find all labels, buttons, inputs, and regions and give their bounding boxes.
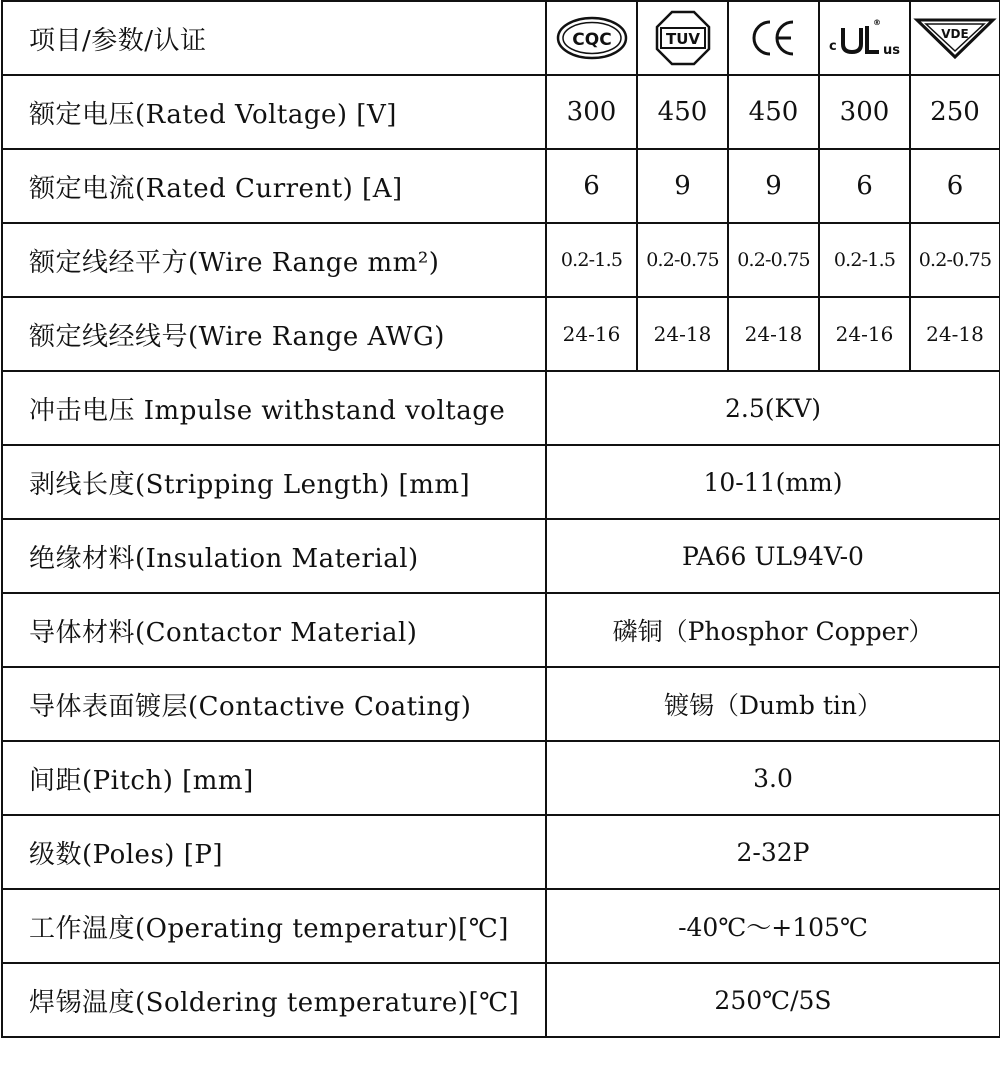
value-cell: 24-18 [910,297,1000,371]
row-label: 冲击电压 Impulse withstand voltage [2,371,546,445]
value-cell: 24-16 [819,297,910,371]
cert-cul-us [819,1,910,75]
value-cell: 6 [819,149,910,223]
value-cell: 3.0 [546,741,1000,815]
value-cell: 2-32P [546,815,1000,889]
cert-ce [728,1,819,75]
tuv-logo-icon [655,10,711,66]
value-cell: PA66 UL94V-0 [546,519,1000,593]
value-cell: 300 [819,75,910,149]
value-cell: 2.5(KV) [546,371,1000,445]
row-label: 级数(Poles) [P] [2,815,546,889]
row-contactor-material [2,593,1000,667]
cert-cqc [546,1,637,75]
row-poles [2,815,1000,889]
value-cell: 300 [546,75,637,149]
row-soldering-temperature [2,963,1000,1037]
value-cell: 24-18 [728,297,819,371]
header-label: 项目/参数/认证 [2,1,546,75]
row-insulation-material [2,519,1000,593]
row-operating-temperature [2,889,1000,963]
value-cell: 24-16 [546,297,637,371]
value-cell: 6 [546,149,637,223]
row-label: 额定电流(Rated Current) [A] [2,149,546,223]
cert-tuv [637,1,728,75]
svg-text:®: ® [872,18,881,27]
row-label: 导体材料(Contactor Material) [2,593,546,667]
row-label: 间距(Pitch) [mm] [2,741,546,815]
svg-text:TUV: TUV [665,30,700,48]
value-cell: -40℃～+105℃ [546,889,1000,963]
value-cell: 磷铜（Phosphor Copper） [546,593,1000,667]
value-cell: 9 [728,149,819,223]
cul-us-logo-icon [825,16,905,60]
cqc-logo-icon [556,16,628,60]
ce-logo-icon [749,16,799,60]
value-cell: 450 [728,75,819,149]
value-cell: 0.2-0.75 [637,223,728,297]
row-rated-voltage [2,75,1000,149]
row-label: 焊锡温度(Soldering temperature)[℃] [2,963,546,1037]
row-rated-current [2,149,1000,223]
row-impulse-voltage [2,371,1000,445]
value-cell: 450 [637,75,728,149]
vde-logo-icon [913,15,997,61]
row-label: 额定线经平方(Wire Range mm²) [2,223,546,297]
value-cell: 10-11(mm) [546,445,1000,519]
row-label: 剥线长度(Stripping Length) [mm] [2,445,546,519]
row-wire-range-mm2 [2,223,1000,297]
header-row [2,1,1000,75]
svg-text:us: us [882,43,900,58]
value-cell: 250℃/5S [546,963,1000,1037]
row-wire-range-awg [2,297,1000,371]
row-label: 导体表面镀层(Contactive Coating) [2,667,546,741]
row-label: 额定线经线号(Wire Range AWG) [2,297,546,371]
spec-table [1,0,1000,1038]
row-label: 绝缘材料(Insulation Material) [2,519,546,593]
svg-text:VDE: VDE [941,27,969,41]
value-cell: 250 [910,75,1000,149]
value-cell: 0.2-1.5 [819,223,910,297]
row-stripping-length [2,445,1000,519]
row-label: 额定电压(Rated Voltage) [V] [2,75,546,149]
value-cell: 6 [910,149,1000,223]
value-cell: 9 [637,149,728,223]
svg-text:CQC: CQC [571,30,612,50]
value-cell: 镀锡（Dumb tin） [546,667,1000,741]
value-cell: 0.2-0.75 [728,223,819,297]
cert-vde [910,1,1000,75]
svg-text:c: c [828,39,837,54]
value-cell: 0.2-1.5 [546,223,637,297]
value-cell: 24-18 [637,297,728,371]
value-cell: 0.2-0.75 [910,223,1000,297]
row-label: 工作温度(Operating temperatur)[℃] [2,889,546,963]
row-pitch [2,741,1000,815]
row-contactive-coating [2,667,1000,741]
